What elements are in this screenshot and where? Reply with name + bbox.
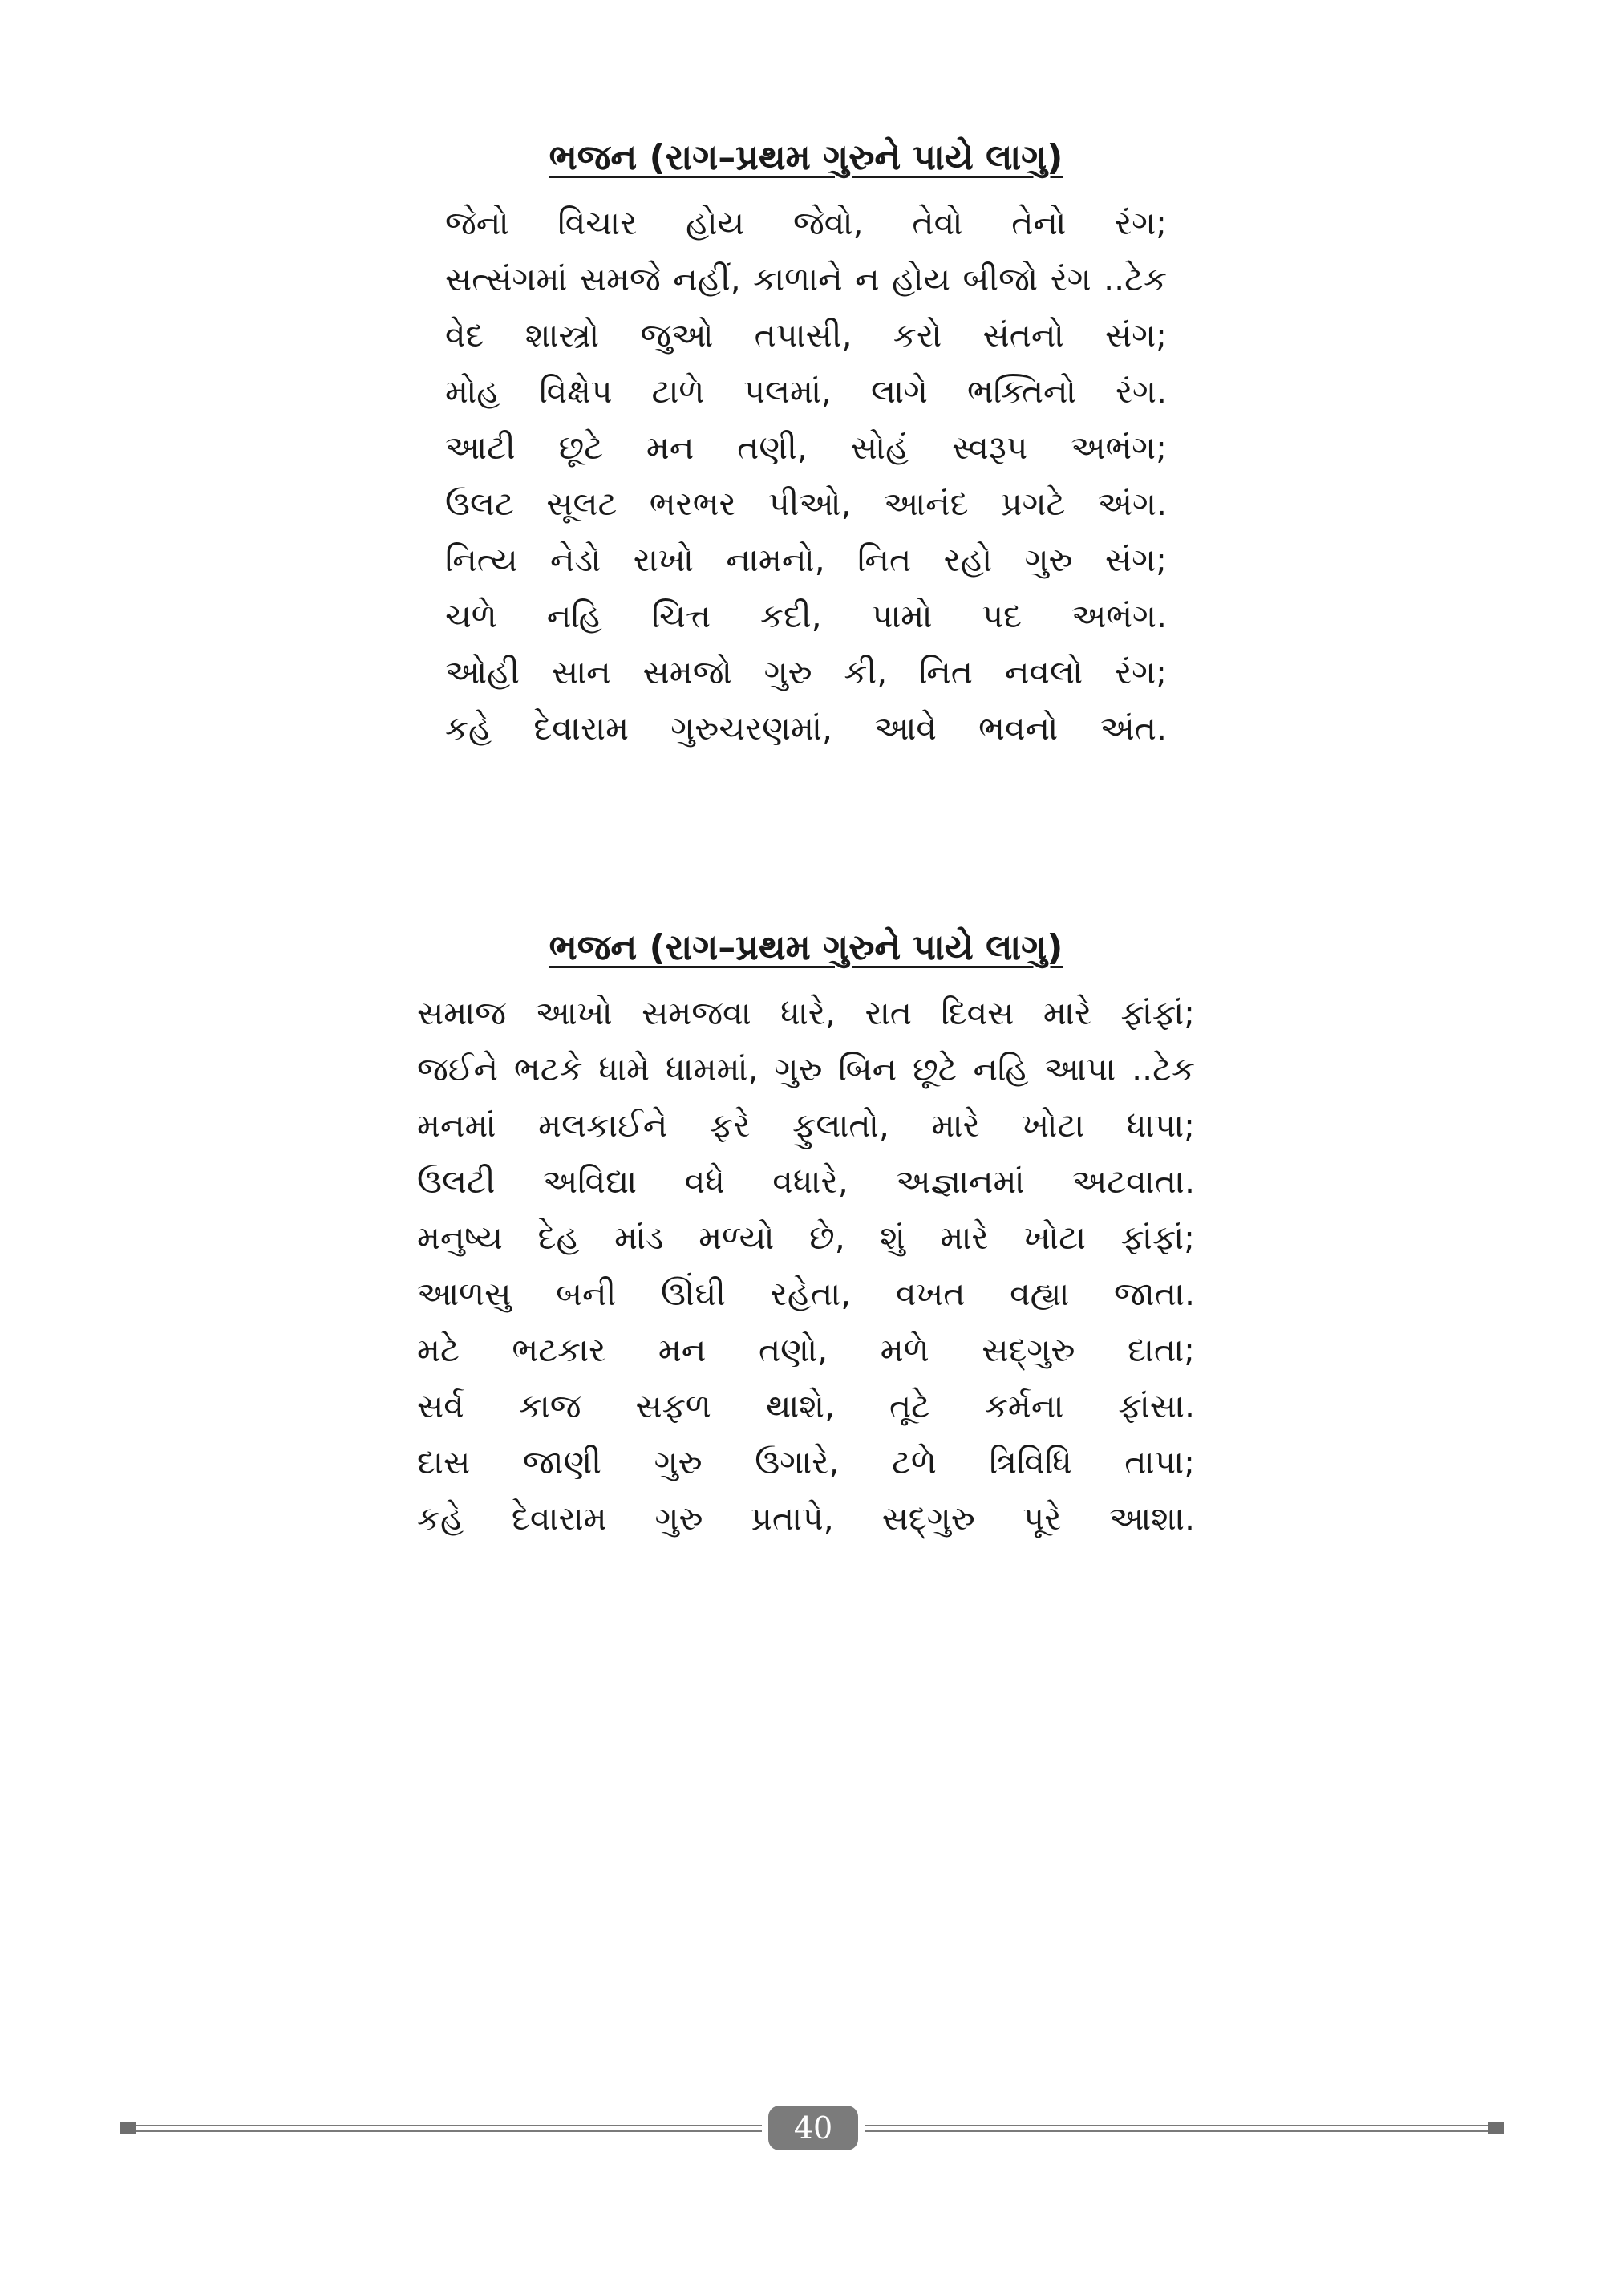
verse-line: સત્સંગમાં સમજે નહીં, કાળાને ન હોય બીજો રંગ ..ટેક — [445, 260, 1167, 298]
bhajan-heading: ભજન (રાગ–પ્રથમ ગુરુને પાયે લાગુ) — [549, 927, 1063, 968]
bhajan-section-2 — [417, 922, 1195, 1546]
bhajan-section-1 — [445, 132, 1167, 756]
footer-rule-cap-left — [120, 2122, 136, 2134]
verse-line: ઉલટી અવિદ્યા વધે વધારે, અજ્ઞાનમાં અટવાતા. — [417, 1162, 1195, 1201]
verse-line: આળસુ બની ઊંઘી રહેતા, વખત વહ્યા જાતા. — [417, 1275, 1195, 1313]
verse-line: કહે દેવારામ ગુરુચરણમાં, આવે ભવનો અંત. — [445, 709, 1167, 748]
verse-line: વેદ શાસ્ત્રો જુઓ તપાસી, કરો સંતનો સંગ; — [445, 316, 1167, 355]
verse-line: નિત્ય નેડો રાખો નામનો, નિત રહો ગુરુ સંગ; — [445, 541, 1167, 579]
bhajan-heading: ભજન (રાગ–પ્રથમ ગુરુને પાયે લાગુ) — [549, 137, 1063, 178]
verse-list — [445, 195, 1167, 756]
verse-line: સમાજ આખો સમજવા ધારે, રાત દિવસ મારે ફાંફાં; — [417, 994, 1195, 1032]
footer-rule-cap-right — [1488, 2122, 1504, 2134]
verse-line: મોહ વિક્ષેપ ટાળે પલમાં, લાગે ભક્તિનો રંગ. — [445, 372, 1167, 411]
page-number: 40 — [768, 2106, 858, 2150]
verse-line: ઓહી સાન સમજો ગુરુ કી, નિત નવલો રંગ; — [445, 653, 1167, 691]
verse-line: કહે દેવારામ ગુરુ પ્રતાપે, સદ્‌ગુરુ પૂરે આશા. — [417, 1499, 1195, 1538]
verse-line: સર્વ કાજ સફળ થાશે, તૂટે કર્મના ફાંસા. — [417, 1387, 1195, 1425]
verse-line: ચળે નહિ ચિત્ત કદી, પામો પદ અભંગ. — [445, 597, 1167, 635]
verse-line: દાસ જાણી ગુરુ ઉગારે, ટળે ત્રિવિધિ તાપા; — [417, 1443, 1195, 1481]
verse-line: ઉલટ સૂલટ ભરભર પીઓ, આનંદ પ્રગટે અંગ. — [445, 484, 1167, 523]
verse-line: મનુષ્ય દેહ માંડ મળ્યો છે, શું મારે ખોટા ફાંફાં; — [417, 1218, 1195, 1257]
verse-list — [417, 985, 1195, 1546]
verse-line: મનમાં મલકાઈને ફરે ફુલાતો, મારે ખોટા ધાપા; — [417, 1106, 1195, 1145]
footer-rule-right — [865, 2125, 1504, 2132]
verse-line: જેનો વિચાર હોય જેવો, તેવો તેનો રંગ; — [445, 204, 1167, 242]
footer-rule-left — [120, 2125, 762, 2132]
verse-line: જઈને ભટકે ધામે ધામમાં, ગુરુ બિન છૂટે નહિ આપા ..ટેક — [417, 1050, 1195, 1088]
verse-line: મટે ભટકાર મન તણો, મળે સદ્‌ગુરુ દાતા; — [417, 1331, 1195, 1369]
page-footer — [120, 2106, 1504, 2150]
verse-line: આટી છૂટે મન તણી, સોહં સ્વરૂપ અભંગ; — [445, 428, 1167, 467]
